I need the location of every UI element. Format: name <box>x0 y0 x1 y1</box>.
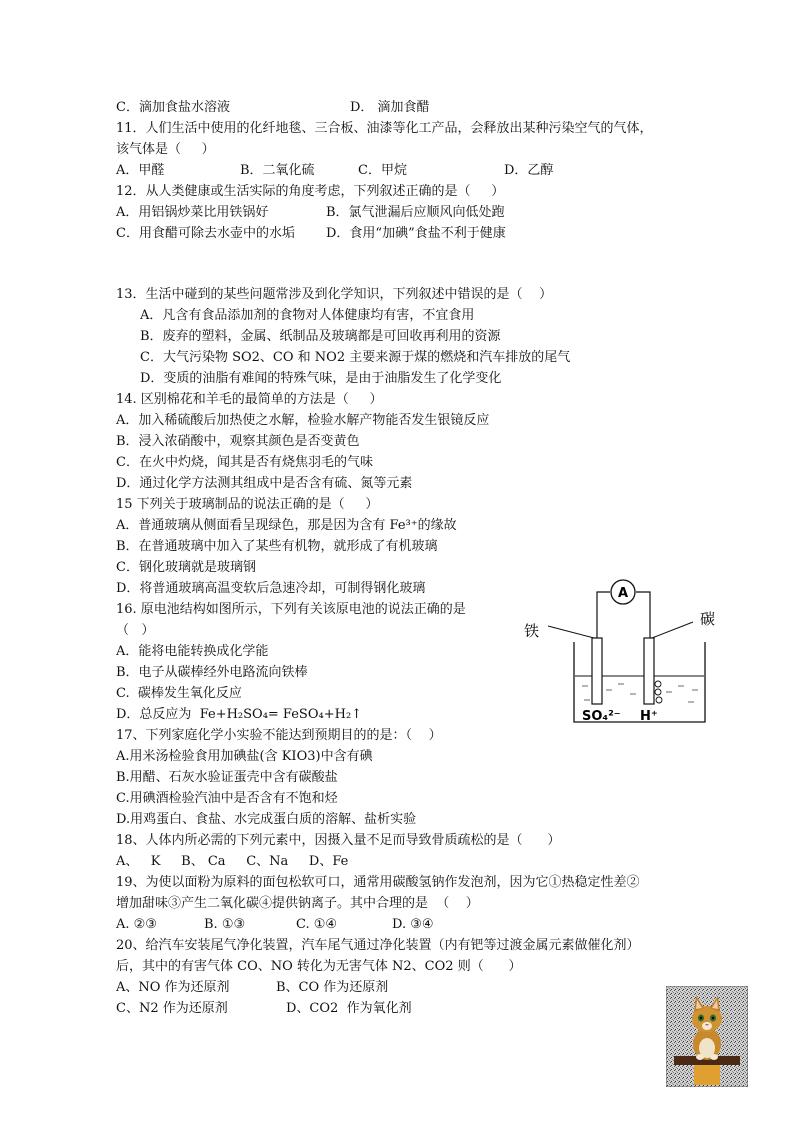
option-line: B．在普通玻璃中加入了某些有机物，就形成了有机玻璃 <box>116 539 438 554</box>
carbon-electrode <box>644 638 654 704</box>
option-line: D.用鸡蛋白、食盐、水完成蛋白质的溶解、盐析实验 <box>116 812 417 827</box>
question-13: 13．生活中碰到的某些问题常涉及到化学知识，下列叙述中错误的是（ ） <box>116 287 553 302</box>
question-19-cont: 增加甜味③产生二氧化碳④提供钠离子。其中合理的是 （ ） <box>116 896 479 911</box>
option-line: C．钢化玻璃就是玻璃钢 <box>116 560 256 575</box>
option-line: B.用醋、石灰水验证蛋壳中含有碳酸盐 <box>116 770 338 785</box>
option-line: C．甲烷 <box>358 163 407 178</box>
ammeter-label: A <box>617 586 629 601</box>
option-line: C．滴加食盐水溶液 <box>116 100 230 115</box>
option-line: C.用碘酒检验汽油中是否含有不饱和烃 <box>116 791 338 806</box>
option-line: D．变质的油脂有难闻的特殊气味，是由于油脂发生了化学变化 <box>140 371 502 386</box>
question-11-cont: 该气体是（ ） <box>116 142 215 157</box>
cat-picture <box>666 986 748 1087</box>
option-line: A．凡含有食品添加剂的食物对人体健康均有害，不宜食用 <box>140 308 475 323</box>
option-line: B、CO 作为还原剂 <box>276 980 389 995</box>
option-line: A、 K B、 Ca C、Na D、Fe <box>116 854 349 869</box>
galvanic-cell-diagram <box>518 576 728 726</box>
option-line: A. ②③ <box>116 917 157 932</box>
wire-right <box>636 592 650 638</box>
option-line: D、CO2 作为氧化剂 <box>286 1001 412 1016</box>
iron-label: 铁 <box>524 622 540 640</box>
option-line: A.用米汤检验食用加碘盐(含 KIO3)中含有碘 <box>116 749 373 764</box>
option-line: D．总反应为 Fe+H₂SO₄= FeSO₄+H₂↑ <box>116 707 363 722</box>
gas-bubbles <box>655 681 662 703</box>
option-line: C. 碳棒发生氧化反应 <box>116 686 242 701</box>
option-line: C、N2 作为还原剂 <box>116 1001 228 1016</box>
question-15: 15 下列关于玻璃制品的说法正确的是（ ） <box>116 497 379 512</box>
option-line: D．通过化学方法测其组成中是否含有硫、氮等元素 <box>116 476 413 491</box>
iron-pointer <box>548 626 594 638</box>
option-line: A．用铝锅炒菜比用铁锅好 <box>116 205 269 220</box>
carbon-label: 碳 <box>700 610 716 628</box>
option-line: B．电子从碳棒经外电路流向铁棒 <box>116 665 308 680</box>
option-line: B．氯气泄漏后应顺风向低处跑 <box>326 205 505 220</box>
question-14: 14. 区别棉花和羊毛的最简单的方法是（ ） <box>116 392 383 407</box>
option-line: C．用食醋可除去水壶中的水垢 <box>116 226 295 241</box>
option-line: A．能将电能转换成化学能 <box>116 644 269 659</box>
question-16: 16. 原电池结构如图所示，下列有关该原电池的说法正确的是 <box>116 602 466 617</box>
question-20-cont: 后，其中的有害气体 CO、NO 转化为无害气体 N2、CO2 则（ ） <box>116 959 522 974</box>
option-line: C．在火中灼烧，闻其是否有烧焦羽毛的气味 <box>116 455 373 470</box>
wire-left <box>597 592 610 638</box>
iron-electrode <box>592 638 602 704</box>
question-17: 17、下列家庭化学小实验不能达到预期目的的是：（ ） <box>116 728 442 743</box>
question-11: 11．人们生活中使用的化纤地毯、三合板、油漆等化工产品，会释放出某种污染空气的气体， <box>116 121 653 136</box>
sulfate-ion-label: SO₄²⁻ <box>582 709 621 724</box>
question-20: 20、给汽车安装尾气净化装置，汽车尾气通过净化装置（内有钯等过渡金属元素做催化剂） <box>116 938 640 953</box>
hydrogen-ion-label: H⁺ <box>640 709 658 724</box>
option-line: D．乙醇 <box>504 163 554 178</box>
option-line: C. ①④ <box>296 917 338 932</box>
option-line: A．普通玻璃从侧面看呈现绿色，那是因为含有 Fe³⁺的缘故 <box>116 518 457 533</box>
carbon-pointer <box>652 622 693 638</box>
option-line: B．废弃的塑料，金属、纸制品及玻璃都是可回收再利用的资源 <box>140 329 501 344</box>
option-line: D．将普通玻璃高温变软后急速冷却，可制得钢化玻璃 <box>116 581 426 596</box>
question-19: 19、为使以面粉为原料的面包松软可口，通常用碳酸氢钠作发泡剂，因为它①热稳定性差② <box>116 875 640 890</box>
option-line: A．加入稀硫酸后加热使之水解，检验水解产物能否发生银镜反应 <box>116 413 490 428</box>
option-line: D. ③④ <box>392 917 434 932</box>
option-line: D． 滴加食醋 <box>350 100 430 115</box>
question-12: 12．从人类健康或生活实际的角度考虑，下列叙述正确的是（ ） <box>116 184 505 199</box>
option-line: A．甲醛 <box>116 163 165 178</box>
question-18: 18、人体内所必需的下列元素中，因摄入量不足而导致骨质疏松的是（ ） <box>116 833 561 848</box>
question-16-cont: （ ） <box>116 623 155 638</box>
option-line: D．食用“加碘”食盐不利于健康 <box>326 226 506 241</box>
option-line: B．二氧化硫 <box>240 163 315 178</box>
option-line: B．浸入浓硝酸中，观察其颜色是否变黄色 <box>116 434 360 449</box>
option-line: B. ①③ <box>204 917 246 932</box>
option-line: A、NO 作为还原剂 <box>116 980 230 995</box>
option-line: C．大气污染物 SO2、CO 和 NO2 主要来源于煤的燃烧和汽车排放的尾气 <box>140 350 571 365</box>
